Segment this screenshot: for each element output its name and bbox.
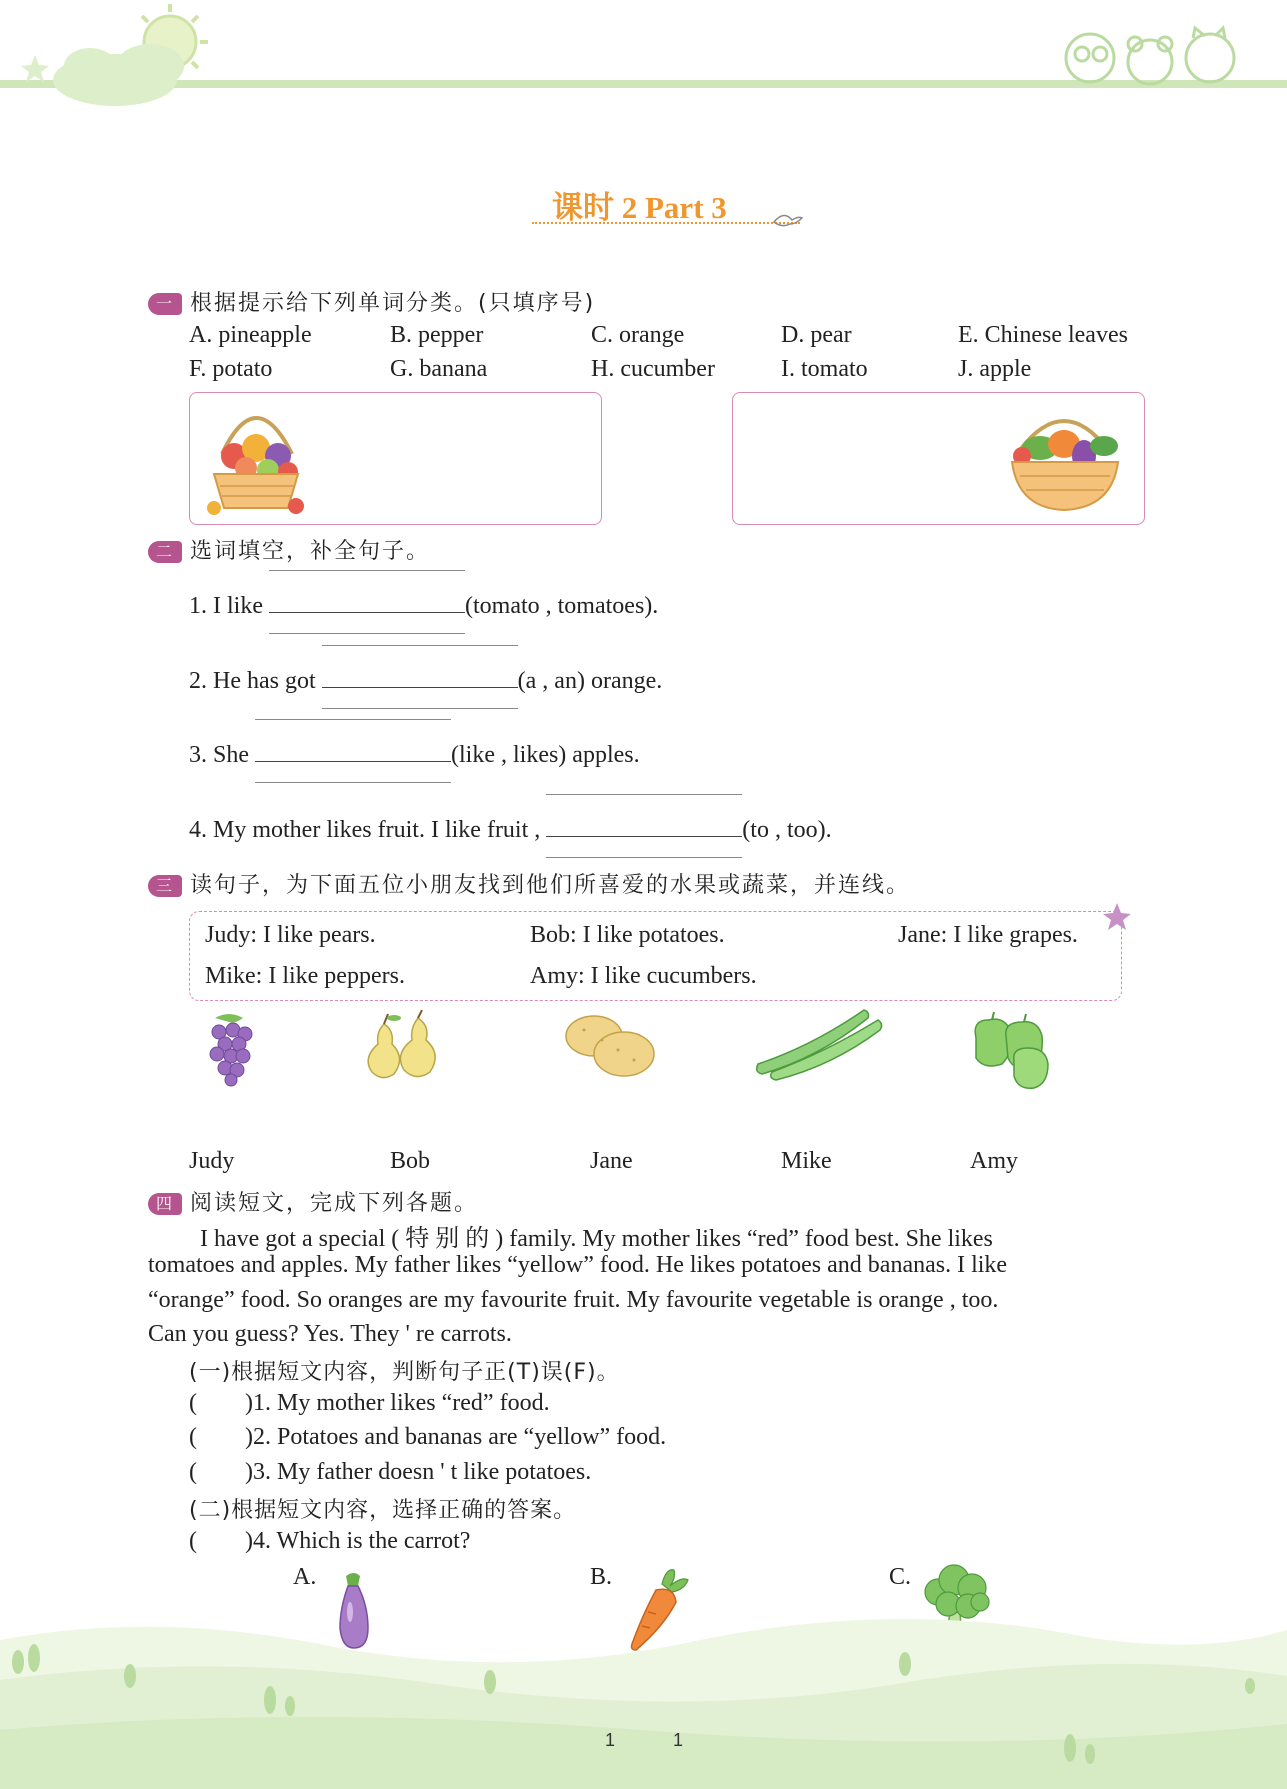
- word-option: B. pepper: [390, 322, 484, 348]
- section-badge: 三: [148, 875, 182, 897]
- section-4-heading: 四 阅读短文，完成下列各题。: [148, 1186, 478, 1217]
- cucumbers-icon[interactable]: [752, 1006, 888, 1082]
- word-option: F. potato: [189, 356, 273, 382]
- section-badge: 一: [148, 293, 182, 315]
- tf-question[interactable]: ( )1. My mother likes “red” food.: [189, 1390, 550, 1416]
- section-2-heading: 二 选词填空，补全句子。: [148, 534, 430, 565]
- child-name[interactable]: Jane: [590, 1148, 633, 1174]
- hills-decoration: [0, 1600, 1287, 1789]
- star-icon: [1102, 902, 1132, 932]
- word-option: E. Chinese leaves: [958, 322, 1128, 348]
- part1-heading: (一)根据短文内容，判断句子正(T)误(F)。: [189, 1360, 620, 1385]
- fill-blank-item: 2. He has got (a , an) orange.: [189, 665, 662, 695]
- passage-line: tomatoes and apples. My father likes “yellow” food. He likes potatoes and bananas. I like: [148, 1252, 1008, 1278]
- peppers-icon[interactable]: [964, 1008, 1054, 1092]
- bird-icon: [770, 208, 806, 232]
- sentence: Amy: I like cucumbers.: [530, 963, 757, 989]
- section-3-heading: 三 读句子，为下面五位小朋友找到他们所喜爱的水果或蔬菜，并连线。: [148, 868, 910, 899]
- sentence: Mike: I like peppers.: [205, 963, 405, 989]
- word-option: D. pear: [781, 322, 852, 348]
- word-option: H. cucumber: [591, 356, 715, 382]
- pears-icon[interactable]: [360, 1010, 452, 1082]
- section-1-heading: 一 根据提示给下列单词分类。(只填序号): [148, 286, 595, 317]
- tf-question[interactable]: ( )2. Potatoes and bananas are “yellow” food.: [189, 1424, 667, 1450]
- passage-line: Can you guess? Yes. They ' re carrots.: [148, 1321, 512, 1347]
- fill-blank-item: 4. My mother likes fruit. I like fruit , (to , too).: [189, 814, 832, 844]
- word-option: I. tomato: [781, 356, 868, 382]
- option-c-label[interactable]: C.: [889, 1564, 912, 1590]
- word-option: G. banana: [390, 356, 488, 382]
- answer-blank[interactable]: [255, 739, 451, 762]
- tf-question[interactable]: ( )3. My father doesn ' t like potatoes.: [189, 1459, 592, 1485]
- child-name[interactable]: Bob: [390, 1148, 431, 1174]
- part2-heading: (二)根据短文内容，选择正确的答案。: [189, 1498, 577, 1523]
- child-name[interactable]: Judy: [189, 1148, 235, 1174]
- section-badge: 二: [148, 541, 182, 563]
- section-badge: 四: [148, 1193, 182, 1215]
- child-name[interactable]: Mike: [781, 1148, 832, 1174]
- grapes-icon[interactable]: [195, 1008, 265, 1088]
- sentence: Bob: I like potatoes.: [530, 922, 725, 948]
- answer-blank[interactable]: [546, 814, 742, 837]
- page-number-left: 1: [605, 1730, 616, 1750]
- answer-blank[interactable]: [322, 665, 518, 688]
- vegetable-basket-icon: [1000, 400, 1130, 516]
- word-option: A. pineapple: [189, 322, 312, 348]
- page-number-right: 1: [673, 1730, 684, 1750]
- child-name[interactable]: Amy: [970, 1148, 1018, 1174]
- answer-blank[interactable]: [269, 590, 465, 613]
- word-option: C. orange: [591, 322, 685, 348]
- page-title: 课时 2 Part 3: [552, 190, 727, 225]
- passage-line: “orange” food. So oranges are my favourite fruit. My favourite vegetable is orange , too.: [148, 1287, 999, 1313]
- option-a-label[interactable]: A.: [293, 1564, 317, 1590]
- fill-blank-item: 1. I like (tomato , tomatoes).: [189, 590, 658, 620]
- title-underline: [532, 222, 800, 224]
- word-option: J. apple: [958, 356, 1032, 382]
- potatoes-icon[interactable]: [562, 1010, 658, 1080]
- fruit-basket-icon: [200, 396, 312, 520]
- choice-question[interactable]: ( )4. Which is the carrot?: [189, 1528, 471, 1554]
- passage-line: I have got a special ( 特 别 的 ) family. My mother likes “red” food best. She likes: [200, 1226, 993, 1252]
- cartoon-animals-decoration: [1055, 20, 1255, 90]
- fill-blank-item: 3. She (like , likes) apples.: [189, 739, 640, 769]
- sentence: Judy: I like pears.: [205, 922, 376, 948]
- option-b-label[interactable]: B.: [590, 1564, 613, 1590]
- sun-cloud-decoration: [20, 0, 220, 110]
- sentence: Jane: I like grapes.: [898, 922, 1078, 948]
